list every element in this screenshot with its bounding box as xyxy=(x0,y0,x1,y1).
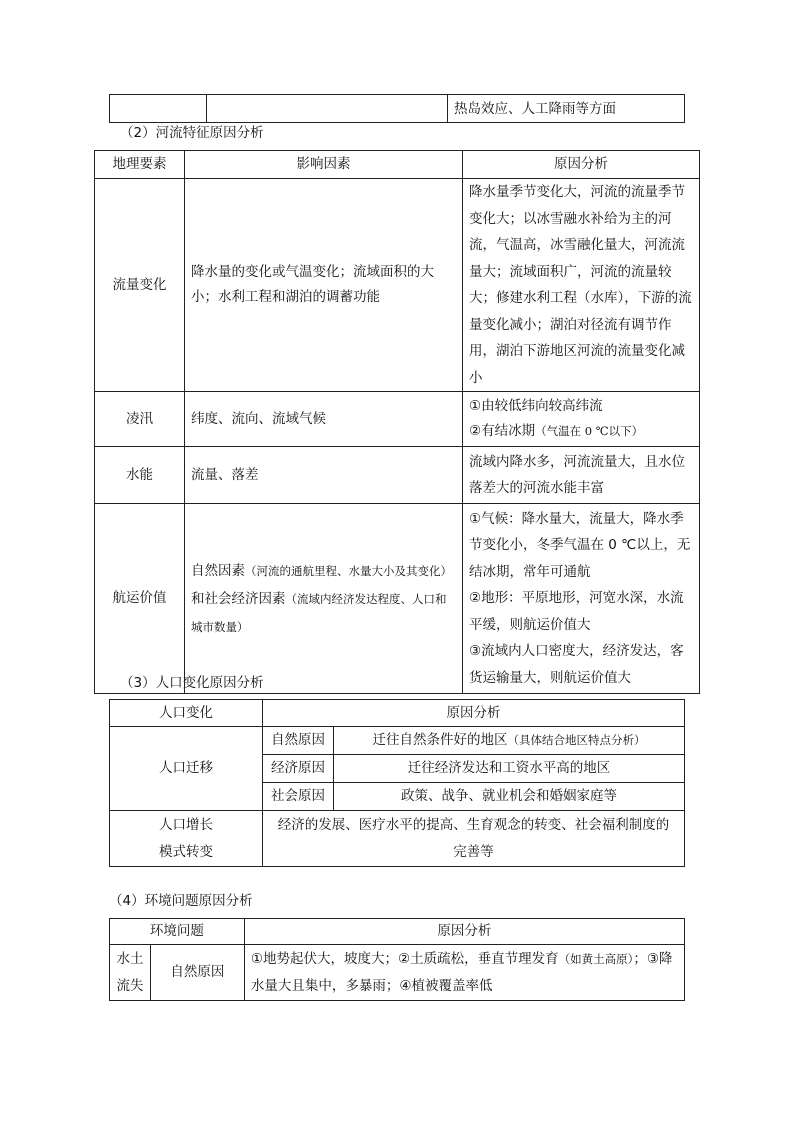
factors-note: （河流的通航里程、水量大小及其变化） xyxy=(245,563,452,578)
analysis-cell xyxy=(463,504,700,694)
header-environment-problem: 环境问题 xyxy=(110,919,245,945)
factors-text: 和社会经济因素 xyxy=(191,590,286,607)
growth-label-line: 人口增长 xyxy=(159,816,213,833)
table-row xyxy=(95,447,700,504)
header-element: 地理要素 xyxy=(95,151,185,179)
table-row xyxy=(95,392,700,447)
river-features-table xyxy=(94,150,700,694)
natural-reason-main: 迁往自然条件好的地区 xyxy=(372,732,508,748)
header-analysis: 原因分析 xyxy=(463,151,700,179)
analysis-cell xyxy=(463,392,700,447)
analysis-note: （气温在 0 ℃以下） xyxy=(535,424,644,438)
table-row xyxy=(95,179,700,392)
table-row xyxy=(110,727,685,755)
analysis-text: ②有结冰期 xyxy=(469,423,536,439)
analysis-line xyxy=(469,419,693,444)
analysis-cell: 降水量季节变化大，河流的流量季节变化大；以冰雪融水补给为主的河流，气温高，冰雪融化量大，河流流量大；流域面积广，河流的流量较大；修建水利工程（水库），下游的流量变化减小；湖泊对径流有调节作用，湖泊下游地区河流的流量变化减小 xyxy=(463,179,700,392)
natural-reason-note: （具体结合地区特点分析） xyxy=(507,733,646,747)
factors-text: 自然因素 xyxy=(191,562,245,579)
problem-label-line: 水土 xyxy=(116,950,144,967)
growth-label-line: 模式转变 xyxy=(159,843,213,860)
natural-reason-label: 自然原因 xyxy=(263,727,334,755)
economic-reason-text: 迁往经济发达和工资水平高的地区 xyxy=(334,755,685,783)
section3-heading: （3）人口变化原因分析 xyxy=(120,675,264,691)
top-table-cell xyxy=(207,95,448,123)
factors-cell: 流量、落差 xyxy=(185,447,463,504)
top-table-fragment xyxy=(109,94,685,123)
growth-model-label xyxy=(110,811,263,867)
social-reason-text: 政策、战争、就业机会和婚姻家庭等 xyxy=(334,783,685,811)
top-table-cell: 热岛效应、人工降雨等方面 xyxy=(448,95,685,123)
natural-reason-text xyxy=(334,727,685,755)
growth-text-line: 经济的发展、医疗水平的提高、生育观念的转变、社会福利制度的 xyxy=(277,816,670,833)
element-cell: 凌汛 xyxy=(95,392,185,447)
problem-label xyxy=(110,945,151,1001)
factors-cell: 纬度、流向、流域气候 xyxy=(185,392,463,447)
analysis-line: ③流域内人口密度大，经济发达，客货运输量大，则航运价值大 xyxy=(469,643,684,686)
cause-type: 自然原因 xyxy=(151,945,245,1001)
element-cell: 航运价值 xyxy=(95,504,185,694)
growth-text-line: 完善等 xyxy=(453,843,494,860)
element-cell: 流量变化 xyxy=(95,179,185,392)
element-cell: 水能 xyxy=(95,447,185,504)
migration-label: 人口迁移 xyxy=(110,727,263,811)
analysis-line: ②地形：平原地形，河宽水深，水流平缓，则航运价值大 xyxy=(469,590,684,633)
problem-label-line: 流失 xyxy=(116,977,144,994)
table-row xyxy=(110,945,685,1001)
cause-note: （如黄土高原） xyxy=(558,951,634,966)
section4-heading: （4）环境问题原因分析 xyxy=(109,893,253,909)
social-reason-label: 社会原因 xyxy=(263,783,334,811)
header-population-change: 人口变化 xyxy=(110,700,263,727)
top-table-cell xyxy=(110,95,207,123)
cause-main: ①地势起伏大，坡度大；②土质疏松，垂直节理发育 xyxy=(250,950,559,967)
factors-cell xyxy=(185,504,463,694)
table-row xyxy=(110,811,685,867)
analysis-line: ①气候：降水量大，流量大，降水季节变化小，冬季气温在 0 ℃以上，无结冰期，常年可通航 xyxy=(469,510,691,580)
header-analysis: 原因分析 xyxy=(263,700,685,727)
economic-reason-label: 经济原因 xyxy=(263,755,334,783)
analysis-line: ①由较低纬向较高纬流 xyxy=(469,398,603,414)
header-factors: 影响因素 xyxy=(185,151,463,179)
cause-main: ；③降水量大且集中，多暴雨；④植被覆盖率低 xyxy=(250,950,673,994)
factors-cell: 降水量的变化或气温变化；流域面积的大小；水利工程和湖泊的调蓄功能 xyxy=(185,179,463,392)
cause-text xyxy=(244,945,684,1001)
table-row xyxy=(95,504,700,694)
header-analysis: 原因分析 xyxy=(244,919,684,945)
factors-note: （流域内经济发达程度、人口和城市数量） xyxy=(191,591,447,634)
analysis-cell: 流域内降水多，河流流量大，且水位落差大的河流水能丰富 xyxy=(463,447,700,504)
section2-heading: （2）河流特征原因分析 xyxy=(120,125,264,141)
environment-table xyxy=(109,918,685,1001)
population-table xyxy=(109,699,685,867)
growth-model-text xyxy=(263,811,685,867)
